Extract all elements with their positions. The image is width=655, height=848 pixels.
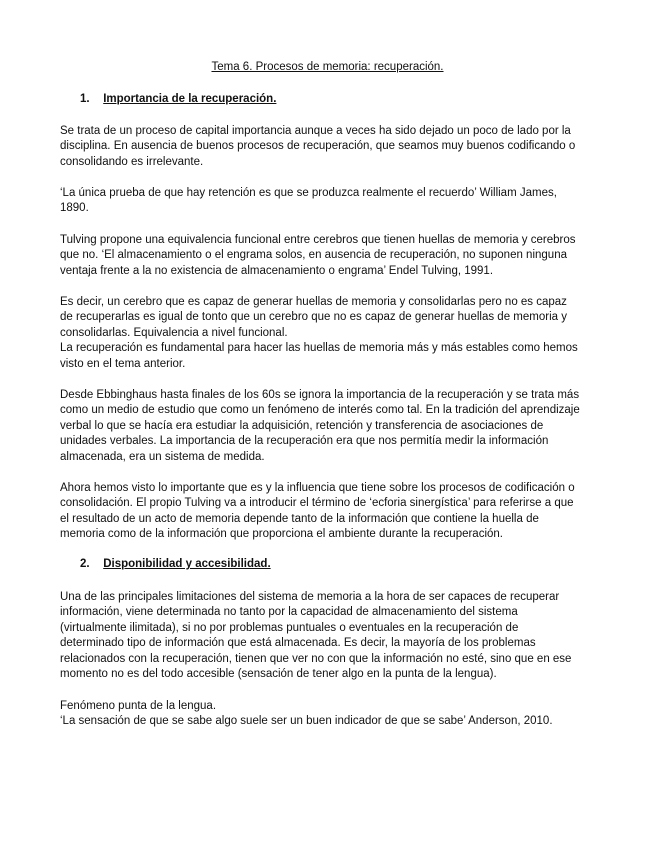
- text-line: disciplina. En ausencia de buenos procesos de recuperación, que seamos muy buenos codificando o: [60, 140, 576, 153]
- text-line: consolidación. El propio Tulving va a introducir el término de ‘ecforia sinergística’ para referirse a que: [60, 497, 574, 510]
- section-title: Disponibilidad y accesibilidad.: [103, 558, 271, 570]
- text-line: Ahora hemos visto lo importante que es y la influencia que tiene sobre los procesos de codificación o: [60, 482, 575, 494]
- text-line: consolidando es irrelevante.: [60, 155, 204, 168]
- text-line: ‘La única prueba de que hay retención es que se produzca realmente el recuerdo’ William James,: [60, 187, 557, 199]
- text-line: 1890.: [60, 202, 89, 215]
- text-line: visto en el tema anterior.: [60, 357, 186, 370]
- text-line: Se trata de un proceso de capital importancia aunque a veces ha sido dejado un poco de lado por la: [60, 125, 571, 137]
- text-line: unidades verbales. La importancia de la recuperación era que nos permitía medir la información: [60, 435, 549, 448]
- text-line: memoria como de la información que proporciona el ambiente durante la recuperación.: [60, 528, 503, 541]
- paragraph: [60, 124, 600, 170]
- page-title: Tema 6. Procesos de memoria: recuperación.: [211, 61, 444, 73]
- text-line: momento no es del todo accesible (sensación de tener algo en la punta de la lengua).: [60, 668, 497, 681]
- section-heading-1: [80, 93, 276, 105]
- text-line: verbal lo que se hacía era estudiar la adquisición, retención y transferencia de asociaciones de: [60, 419, 544, 432]
- section-number: 2.: [80, 558, 90, 570]
- text-line: Fenómeno punta de la lengua.: [60, 700, 217, 712]
- section-heading-2: [80, 558, 271, 570]
- paragraph: [60, 590, 600, 682]
- paragraph: [60, 481, 600, 543]
- text-line: Tulving propone una equivalencia funcional entre cerebros que tienen huellas de memoria y cerebros: [60, 234, 576, 246]
- text-line: determinado tipo de información que está almacenada. Es decir, la mayoría de los problemas: [60, 637, 536, 650]
- text-line: almacenada, era un sistema de medida.: [60, 450, 265, 463]
- text-line: (virtualmente ilimitada), si no por problemas puntuales o eventuales en la recuperación de: [60, 621, 519, 634]
- text-line: ‘La sensación de que se sabe algo suele ser un buen indicador de que se sabe’ Anderson, 2010.: [60, 715, 553, 728]
- text-line: información, viene determinada no tanto por la capacidad de almacenamiento del sistema: [60, 606, 518, 619]
- text-line: Desde Ebbinghaus hasta finales de los 60s se ignora la importancia de la recuperación y se trata más: [60, 389, 580, 401]
- text-line: que no. ‘El almacenamiento o el engrama solos, en ausencia de recuperación, no suponen ninguna: [60, 249, 567, 262]
- text-line: consolidarlas. Equivalencia a nivel funcional.: [60, 326, 288, 339]
- text-line: de recuperarlas es igual de tonto que un cerebro que no es capaz de generar huellas de memoria y: [60, 311, 567, 324]
- paragraph: [60, 295, 600, 372]
- text-line: ventaja frente a la no existencia de almacenamiento o engrama’ Endel Tulving, 1991.: [60, 264, 494, 277]
- paragraph: [60, 699, 600, 730]
- paragraph: [60, 388, 600, 465]
- text-line: el resultado de un acto de memoria depende tanto de la información que contiene la huella de: [60, 512, 539, 525]
- text-line: Una de las principales limitaciones del sistema de memoria a la hora de ser capaces de recuperar: [60, 591, 560, 603]
- text-line: como un medio de estudio que como un fenómeno de interés como tal. En la tradición del aprendizaje: [60, 404, 580, 417]
- section-title: Importancia de la recuperación.: [103, 93, 277, 105]
- section-number: 1.: [80, 93, 90, 105]
- paragraph: [60, 233, 600, 279]
- text-line: La recuperación es fundamental para hacer las huellas de memoria más y más estables como hemos: [60, 342, 578, 355]
- paragraph: [60, 186, 600, 217]
- text-line: relacionados con la recuperación, tienen que ver no con que la información no esté, sino que en ese: [60, 652, 572, 665]
- text-line: Es decir, un cerebro que es capaz de generar huellas de memoria y consolidarlas pero no es capaz: [60, 296, 567, 308]
